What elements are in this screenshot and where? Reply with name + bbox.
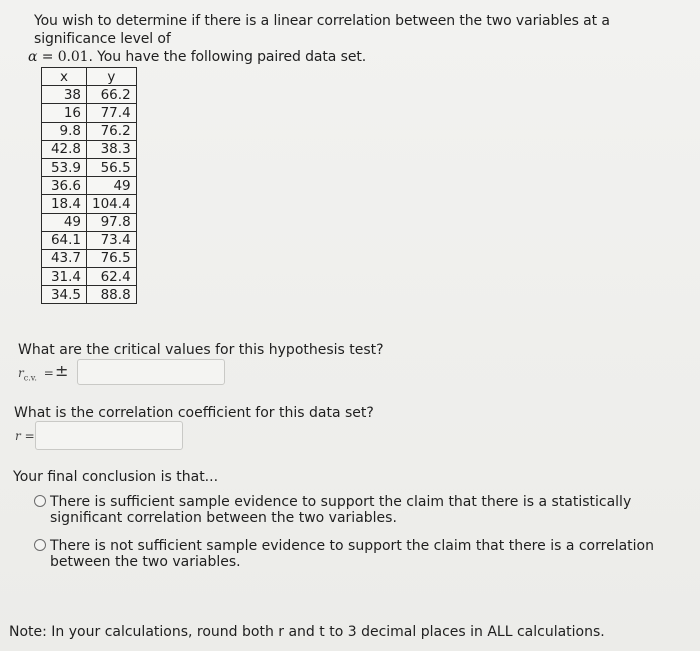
table-row [42,213,137,231]
critical-value-label [18,366,54,382]
table-row [42,86,137,104]
cell-x: 53.9 [42,158,87,176]
cell-x: 49 [42,213,87,231]
table-header-row [42,68,137,86]
cell-x: 31.4 [42,268,87,286]
cell-y: 76.5 [87,249,137,267]
correlation-var: r [15,429,21,443]
table-row [42,177,137,195]
conclusion-option-sufficient[interactable] [34,494,694,530]
cell-y: 97.8 [87,213,137,231]
question-intro [28,12,674,66]
cell-x: 43.7 [42,249,87,267]
alpha-value: 0.01 [57,49,89,65]
cell-x: 34.5 [42,286,87,304]
cell-x: 18.4 [42,195,87,213]
critical-value-equals: = [43,366,54,380]
intro-line2: . You have the following paired data set. [88,49,367,65]
cell-x: 36.6 [42,177,87,195]
cell-x: 42.8 [42,140,87,158]
cell-y: 76.2 [87,122,137,140]
correlation-label [15,429,35,443]
radio-button[interactable] [34,495,46,507]
correlation-equals: = [24,429,35,443]
cell-y: 62.4 [87,268,137,286]
correlation-input[interactable] [35,421,183,450]
table-row [42,140,137,158]
table-row [42,158,137,176]
table-row [42,268,137,286]
cell-x: 9.8 [42,122,87,140]
cell-y: 66.2 [87,86,137,104]
cell-x: 16 [42,104,87,122]
plus-minus-sign: ± [55,361,69,380]
option-text: There is not sufficient sample evidence to support the claim that there is a correlation between the two variables. [50,538,654,570]
correlation-question: What is the correlation coefficient for this data set? [14,405,374,421]
cell-y: 88.8 [87,286,137,304]
cell-y: 77.4 [87,104,137,122]
table-row [42,286,137,304]
critical-value-var: r [18,366,24,380]
paired-data-table [41,67,137,304]
column-header-x: x [42,68,87,86]
cell-x: 38 [42,86,87,104]
table-row [42,195,137,213]
table-row [42,231,137,249]
critical-value-subscript: c.v. [23,373,37,383]
cell-y: 73.4 [87,231,137,249]
cell-y: 38.3 [87,140,137,158]
rounding-note: Note: In your calculations, round both r and t to 3 decimal places in ALL calculations. [9,624,605,640]
table-row [42,249,137,267]
cell-y: 56.5 [87,158,137,176]
conclusion-prompt: Your final conclusion is that... [13,469,219,485]
radio-button[interactable] [34,539,46,551]
alpha-equals: = [37,49,58,65]
cell-x: 64.1 [42,231,87,249]
table-row [42,122,137,140]
cell-y: 104.4 [87,195,137,213]
critical-values-question: What are the critical values for this hypothesis test? [18,342,384,358]
conclusion-option-not-sufficient[interactable] [34,538,694,574]
column-header-y: y [87,68,137,86]
cell-y: 49 [87,177,137,195]
option-text: There is sufficient sample evidence to support the claim that there is a statistically significant correlation between the two variables. [50,494,632,526]
critical-value-input[interactable] [77,359,225,385]
table-row [42,104,137,122]
intro-line1: You wish to determine if there is a linear correlation between the two variables at a significance level of [34,13,610,47]
alpha-symbol: α [28,49,38,65]
